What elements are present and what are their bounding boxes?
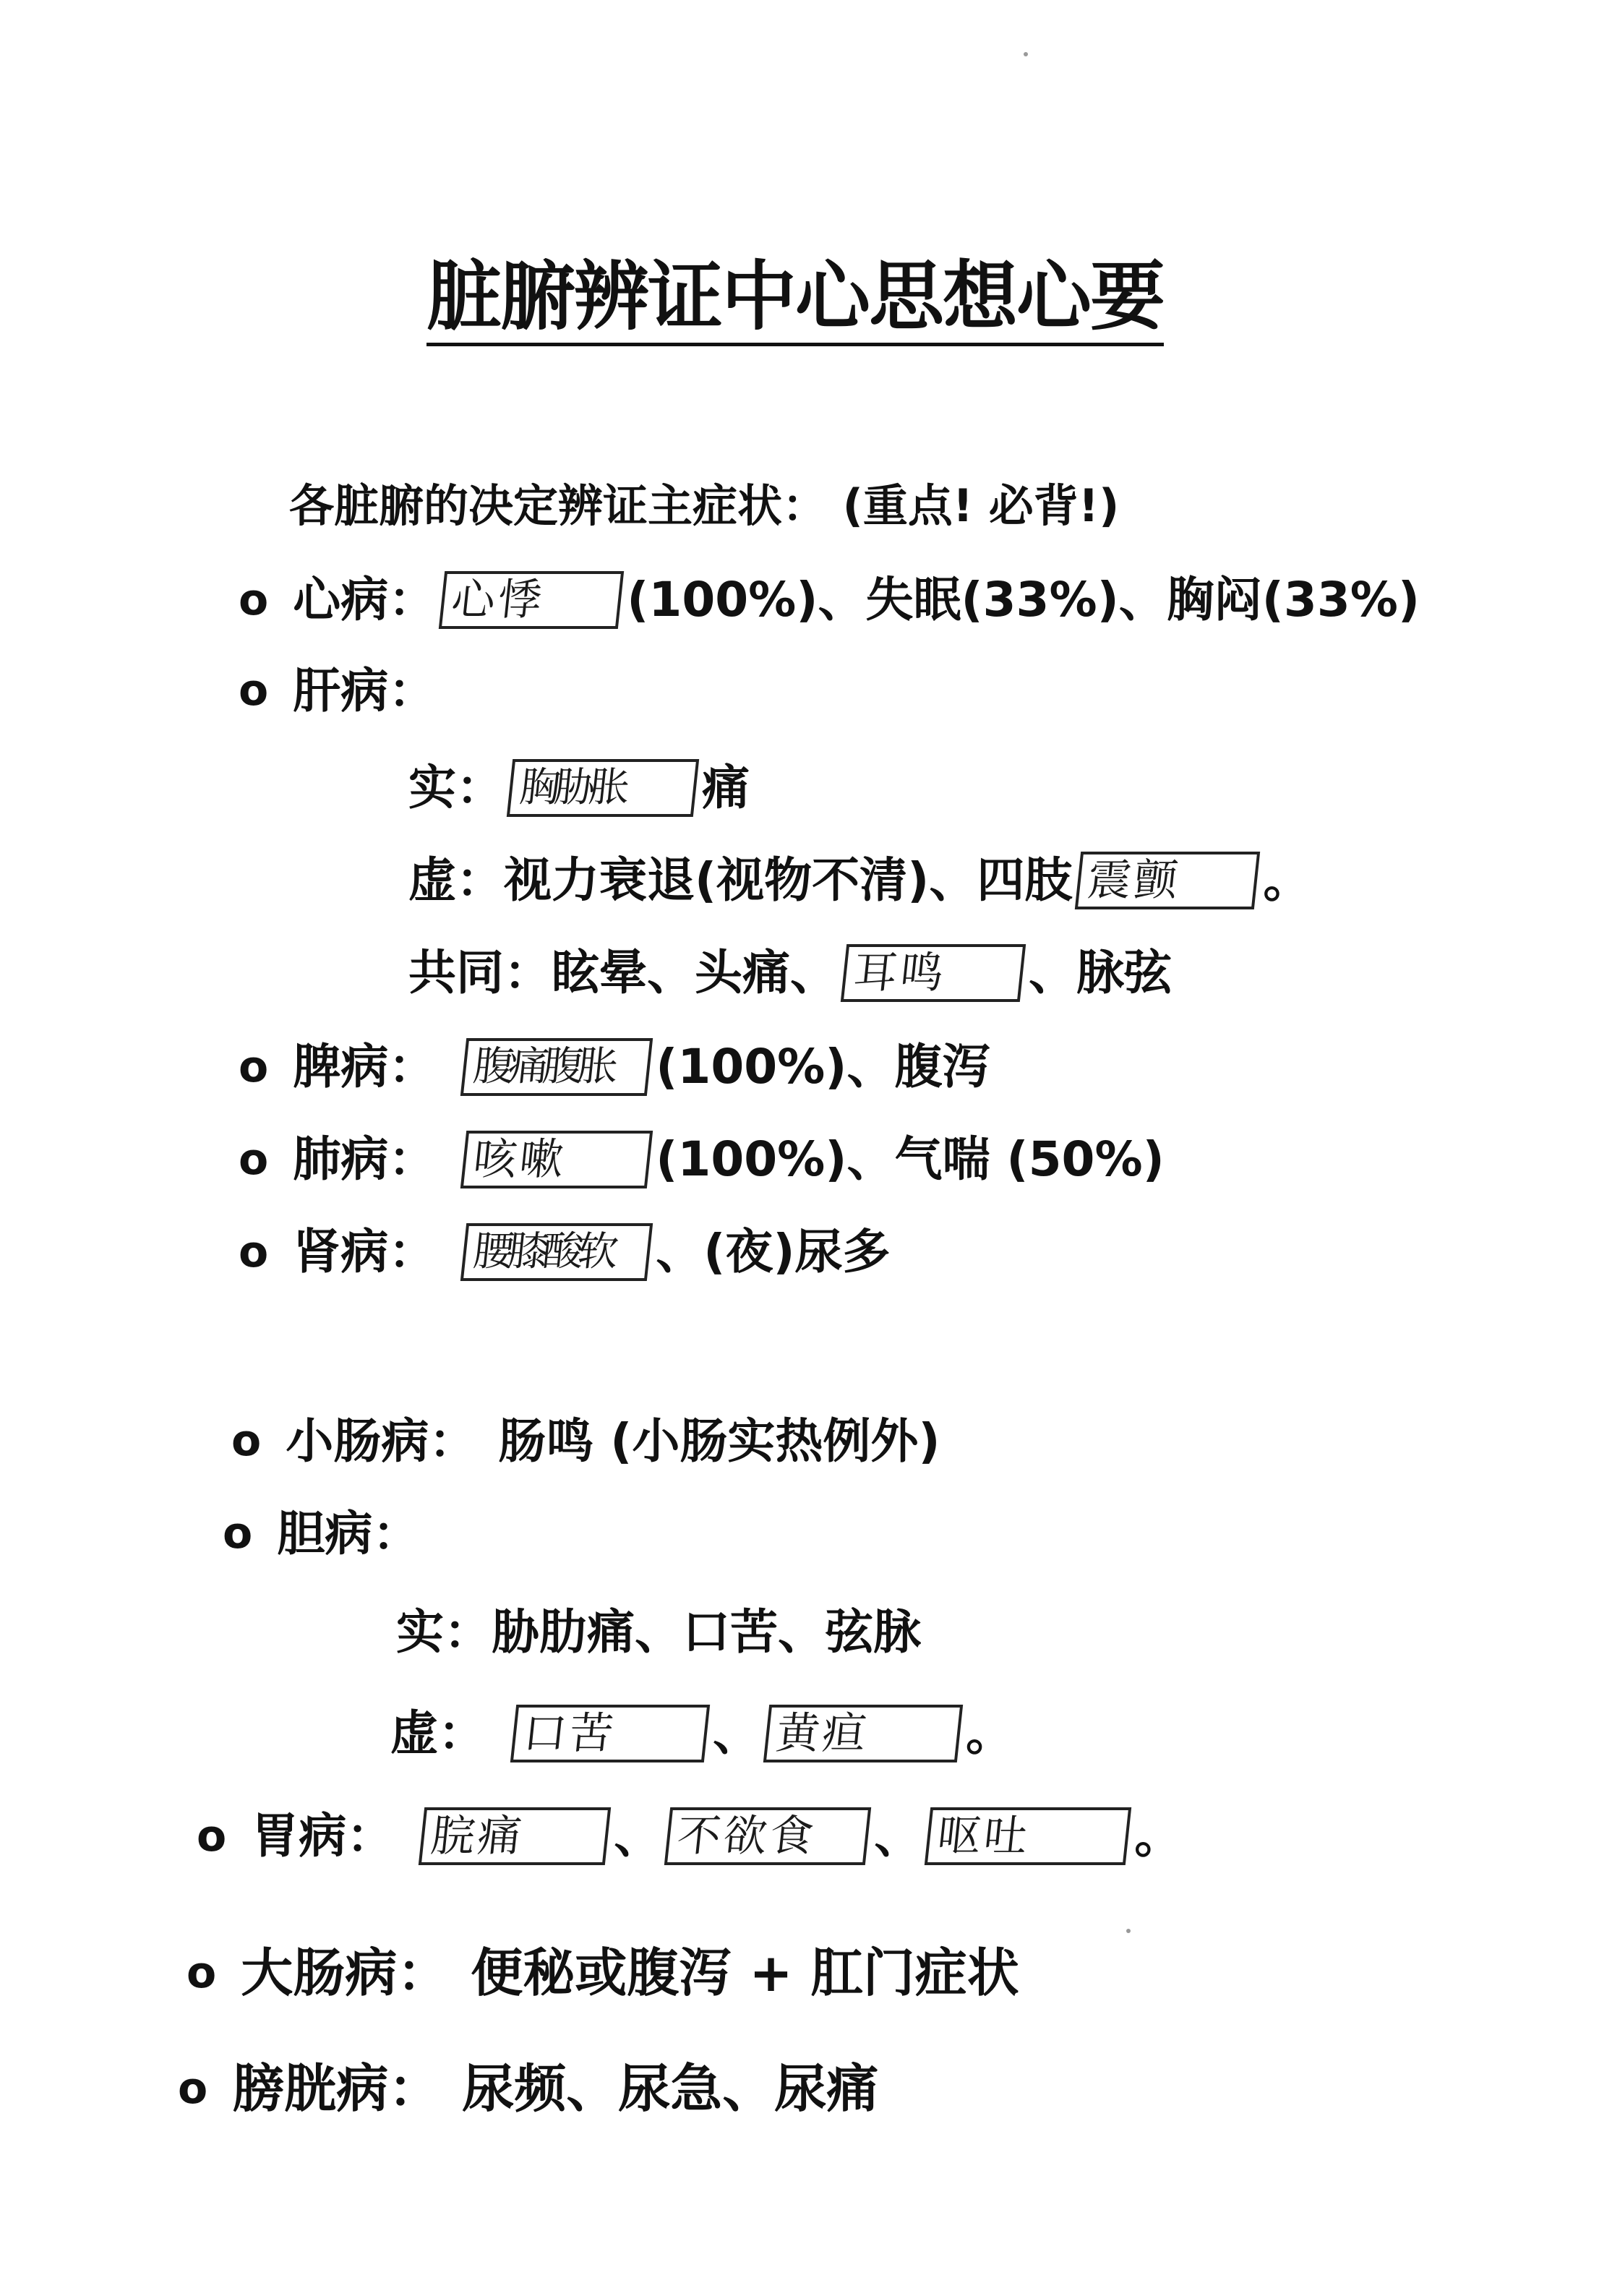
stomach-handwritten-box-2: 不欲食 (664, 1807, 871, 1865)
bullet: o (223, 1508, 253, 1559)
small-intestine-text: 肠鸣 (小肠实热例外) (498, 1413, 940, 1469)
liver-shi-label: 实： (408, 760, 504, 816)
lung-rest: (100%)、气喘 (50%) (656, 1131, 1165, 1188)
spleen-label: 脾病： (293, 1039, 437, 1095)
liver-xu-text: 视力衰退(视物不清)、四肢 (504, 852, 1073, 909)
heart-rest: (100%)、失眠(33%)、胸闷(33%) (627, 572, 1420, 628)
liver-xu-line (408, 852, 1311, 909)
scan-speck (1024, 52, 1028, 56)
liver-shi-handwritten-box: 胸胁胀 (507, 759, 699, 817)
bladder-label: 膀胱病： (232, 2058, 441, 2119)
lung-line (239, 1131, 1165, 1188)
bullet: o (197, 1810, 227, 1862)
gallbladder-xu-label: 虚： (390, 1705, 486, 1762)
bullet: o (239, 1041, 269, 1092)
liver-xu-end: 。 (1263, 852, 1311, 909)
large-intestine-line (187, 1943, 1019, 2003)
liver-line (239, 664, 436, 719)
gallbladder-shi-label: 实： (396, 1604, 492, 1660)
bullet: o (239, 665, 269, 716)
gallbladder-label: 胆病： (277, 1506, 421, 1562)
gallbladder-xu-line (390, 1705, 1013, 1762)
large-intestine-text: 便秘或腹泻 + 肛门症状 (471, 1942, 1019, 2003)
liver-label: 肝病： (293, 663, 437, 719)
liver-common-label: 共同： (408, 945, 552, 1001)
gallbladder-shi-line (396, 1605, 921, 1660)
liver-common-text: 眩晕、头痛、 (552, 945, 838, 1001)
heart-line (239, 571, 1420, 629)
liver-shi-rest: 痛 (702, 760, 750, 816)
gallbladder-shi-text: 胁肋痛、口苦、弦脉 (492, 1604, 921, 1660)
stomach-line (197, 1807, 1182, 1865)
liver-xu-handwritten-box: 震颤 (1075, 852, 1260, 909)
gallbladder-xu-handwritten-box-2: 黄疸 (763, 1705, 963, 1762)
stomach-label: 胃病： (251, 1808, 395, 1864)
bullet: o (239, 1134, 269, 1185)
lung-handwritten-box: 咳嗽 (460, 1131, 653, 1188)
spleen-line (239, 1038, 990, 1096)
lung-label: 肺病： (293, 1131, 437, 1188)
gallbladder-xu-sep: 、 (713, 1705, 760, 1762)
stomach-handwritten-box-3: 呕吐 (925, 1807, 1131, 1865)
bullet: o (187, 1947, 217, 1998)
liver-common-end: 、脉弦 (1029, 945, 1172, 1001)
scan-speck (1126, 1929, 1131, 1933)
gallbladder-line (223, 1507, 420, 1562)
kidney-line (239, 1223, 891, 1281)
gallbladder-xu-handwritten-box-1: 口苦 (510, 1705, 710, 1762)
small-intestine-label: 小肠病： (286, 1413, 477, 1469)
spleen-rest: (100%)、腹泻 (656, 1039, 990, 1095)
bullet: o (239, 574, 269, 625)
bullet: o (178, 2062, 208, 2114)
bladder-line (178, 2059, 878, 2119)
bullet: o (231, 1415, 262, 1467)
small-intestine-line (231, 1414, 940, 1469)
kidney-handwritten-box: 腰膝酸软 (460, 1223, 653, 1281)
liver-shi-line (408, 759, 750, 817)
stomach-handwritten-box-1: 脘痛 (419, 1807, 611, 1865)
kidney-label: 肾病： (293, 1224, 437, 1280)
liver-common-line (408, 944, 1172, 1002)
gallbladder-xu-end: 。 (966, 1705, 1013, 1762)
stomach-sep-1: 、 (614, 1808, 662, 1864)
heart-handwritten-box: 心悸 (439, 571, 624, 629)
page-title: 脏腑辨证中心思想心要 (426, 254, 1164, 346)
large-intestine-label: 大肠病： (241, 1942, 450, 2003)
spleen-handwritten-box: 腹痛腹胀 (460, 1038, 653, 1096)
intro-line: 各脏腑的决定辨证主症状： (重点! 必背!) (289, 479, 1120, 532)
kidney-rest: 、(夜)尿多 (656, 1224, 891, 1280)
heart-label: 心病： (293, 572, 437, 628)
liver-common-handwritten-box: 耳鸣 (841, 944, 1026, 1002)
bullet: o (239, 1226, 269, 1277)
bladder-text: 尿频、尿急、尿痛 (462, 2058, 879, 2119)
liver-xu-label: 虚： (408, 852, 504, 909)
stomach-sep-2: 、 (874, 1808, 922, 1864)
stomach-end: 。 (1134, 1808, 1183, 1864)
